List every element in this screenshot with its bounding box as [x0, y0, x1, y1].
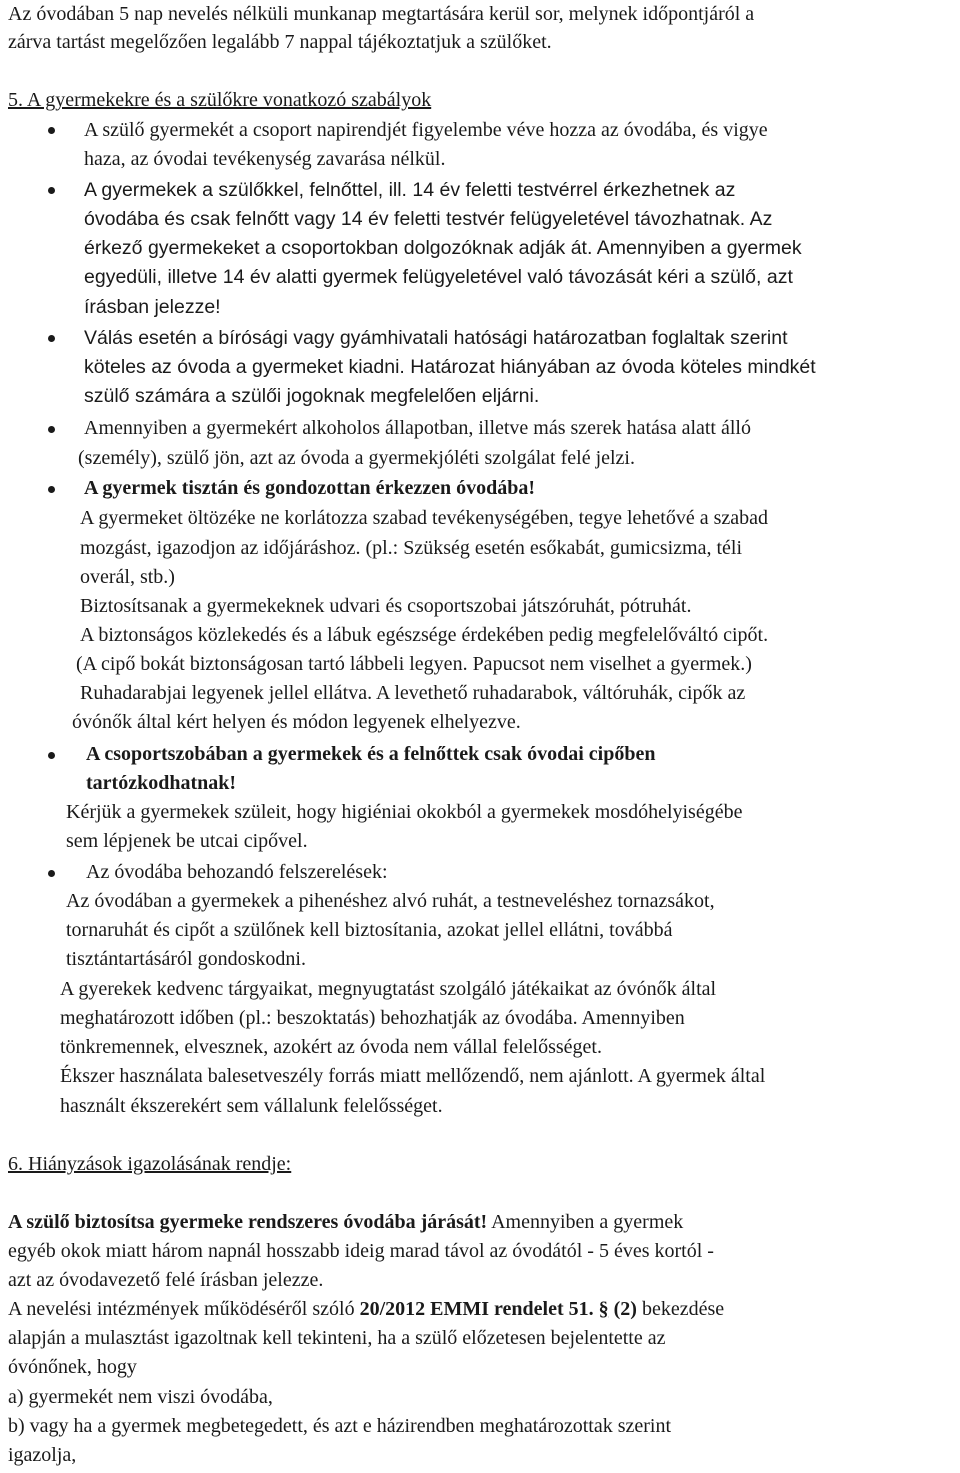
- bullet-5-line-2: mozgást, igazodjon az időjáráshoz. (pl.: Szükség esetén esőkabát, gumicsizma, téli: [80, 537, 743, 559]
- bullet-7-line-1: Az óvodában a gyermekek a pihenéshez alvó ruhát, a testneveléshez tornazsákot,: [66, 890, 715, 912]
- bullet-icon: [48, 127, 55, 134]
- bullet-2-line-4: egyedüli, illetve 14 év alatti gyermek felügyeletével való távozását kéri a szülő, azt: [84, 266, 793, 288]
- para-2-part-g: bekezdése: [636, 1298, 725, 1320]
- bullet-icon: [48, 335, 55, 342]
- bullet-4-line-1: Amennyiben a gyermekért alkoholos állapotban, illetve más szerek hatása alatt álló: [84, 417, 751, 439]
- section-6-para-1-line-2: egyéb okok miatt három napnál hosszabb ideig marad távol az óvodától - 5 éves kortól -: [8, 1240, 714, 1262]
- list-item-b: b) vagy ha a gyermek megbetegedett, és azt e házirendben meghatározottak szerint: [8, 1415, 672, 1437]
- bullet-7-line-5: meghatározott időben (pl.: beszoktatás) behozhatják az óvodába. Amennyiben: [60, 1007, 685, 1029]
- section-6-para-1-bold: A szülő biztosítsa gyermeke rendszeres óvodába járását!: [8, 1211, 488, 1233]
- section-6-para-1-rest: Amennyiben a gyermek: [487, 1211, 684, 1233]
- bullet-5-line-7: Ruhadarabjai legyenek jellel ellátva. A levethető ruhadarabok, váltóruhák, cipők az: [80, 682, 746, 704]
- section-6-para-1-line-3: azt az óvodavezető felé írásban jelezze.: [8, 1269, 324, 1291]
- bullet-6-line-2: tartózkodhatnak!: [86, 772, 237, 794]
- list-item-a: a) gyermekét nem viszi óvodába,: [8, 1386, 273, 1408]
- bullet-4-line-2: (személy), szülő jön, azt az óvoda a gyermekjóléti szolgálat felé jelzi.: [78, 447, 635, 469]
- bullet-2-line-2: óvodába és csak felnőtt vagy 14 év feletti testvér felügyeletével távozhatnak. Az: [84, 208, 773, 230]
- para-2-paragraph-number: (2): [613, 1298, 637, 1320]
- bullet-6-line-3: Kérjük a gyermekek szüleit, hogy higiéniai okokból a gyermekek mosdóhelyiségébe: [66, 801, 743, 823]
- bullet-5-line-4: Biztosítsanak a gyermekeknek udvari és csoportszobai játszóruhát, pótruhát.: [80, 595, 692, 617]
- bullet-3-line-3: szülő számára a szülői jogoknak megfelelően eljárni.: [84, 385, 540, 407]
- section-6-para-2-line-3: óvónőnek, hogy: [8, 1356, 137, 1378]
- bullet-7-line-6: tönkremennek, elvesznek, azokért az óvoda nem vállal felelősséget.: [60, 1036, 602, 1058]
- bullet-5-line-6: (A cipő bokát biztonságosan tartó lábbeli legyen. Papucsot nem viselhet a gyermek.): [76, 653, 752, 675]
- bullet-2-line-1: A gyermekek a szülőkkel, felnőttel, ill. 14 év feletti testvérrel érkezhetnek az: [84, 179, 736, 201]
- bullet-5-line-5: A biztonságos közlekedés és a lábuk egészsége érdekében pedig megfelelőváltó cipőt.: [80, 624, 769, 646]
- intro-line-1: Az óvodában 5 nap nevelés nélküli munkanap megtartására kerül sor, melynek időpontjáról a: [8, 3, 755, 25]
- bullet-icon: [48, 752, 55, 759]
- section-6-para-1-line-1: [8, 1208, 683, 1237]
- bullet-7-line-4: A gyerekek kedvenc tárgyaikat, megnyugtatást szolgáló játékaikat az óvónők által: [60, 978, 717, 1000]
- bullet-icon: [48, 870, 55, 877]
- bullet-5-line-1: A gyermeket öltözéke ne korlátozza szabad tevékenységében, tegye lehetővé a szabad: [80, 507, 769, 529]
- bullet-1-line-2: haza, az óvodai tevékenység zavarása nélkül.: [84, 148, 446, 170]
- section-6-para-2-line-2: alapján a mulasztást igazoltnak kell tekinteni, ha a szülő előzetesen bejelentette az: [8, 1327, 666, 1349]
- bullet-2-line-3: érkező gyermekeket a csoportokban dolgozóknak adják át. Amennyiben a gyermek: [84, 237, 802, 259]
- section-5-heading-text: 5. A gyermekekre és a szülőkre vonatkozó szabályok: [8, 89, 432, 111]
- bullet-5-line-8: óvónők által kért helyen és módon legyenek elhelyezve.: [72, 711, 521, 733]
- bullet-7-line-3: tisztántartásáról gondoskodni.: [66, 948, 306, 970]
- bullet-2-line-5: írásban jelezze!: [84, 296, 221, 318]
- para-2-section-sign: §: [598, 1298, 609, 1320]
- bullet-icon: [48, 187, 55, 194]
- section-6-heading-text: 6. Hiányzások igazolásának rendje:: [8, 1153, 292, 1175]
- para-2-part-a: A nevelési intézmények működéséről szóló: [8, 1298, 360, 1320]
- bullet-7-line-7: Ékszer használata balesetveszély forrás miatt mellőzendő, nem ajánlott. A gyermek által: [60, 1065, 766, 1087]
- bullet-7-heading: Az óvodába behozandó felszerelések:: [86, 861, 388, 883]
- bullet-3-line-2: köteles az óvoda a gyermeket kiadni. Határozat hiányában az óvoda köteles mindkét: [84, 356, 816, 378]
- intro-line-2: zárva tartást megelőzően legalább 7 nappal tájékoztatjuk a szülőket.: [8, 31, 552, 53]
- bullet-5-line-3: overál, stb.): [80, 566, 175, 588]
- bullet-5-heading: A gyermek tisztán és gondozottan érkezzen óvodába!: [84, 477, 536, 499]
- bullet-1-line-1: A szülő gyermekét a csoport napirendjét figyelembe véve hozza az óvodába, és vigye: [84, 119, 768, 141]
- bullet-icon: [48, 426, 55, 433]
- bullet-3-line-1: Válás esetén a bírósági vagy gyámhivatali hatósági határozatban foglaltak szerint: [84, 327, 788, 349]
- bullet-icon: [48, 486, 55, 493]
- bullet-7-line-8: használt ékszerekért sem vállalunk felelősséget.: [60, 1095, 443, 1117]
- section-6-heading: [8, 1150, 291, 1179]
- para-2-regulation: 20/2012 EMMI rendelet 51.: [359, 1298, 594, 1320]
- section-5-heading: [8, 86, 431, 115]
- bullet-6-line-1: A csoportszobában a gyermekek és a felnőttek csak óvodai cipőben: [86, 743, 656, 765]
- bullet-7-line-2: tornaruhát és cipőt a szülőnek kell biztosítania, azokat jellel ellátni, továbbá: [66, 919, 673, 941]
- section-6-para-2-line-1: [8, 1295, 724, 1324]
- bullet-6-line-4: sem lépjenek be utcai cipővel.: [66, 830, 308, 852]
- list-item-b-line-2: igazolja,: [8, 1444, 77, 1466]
